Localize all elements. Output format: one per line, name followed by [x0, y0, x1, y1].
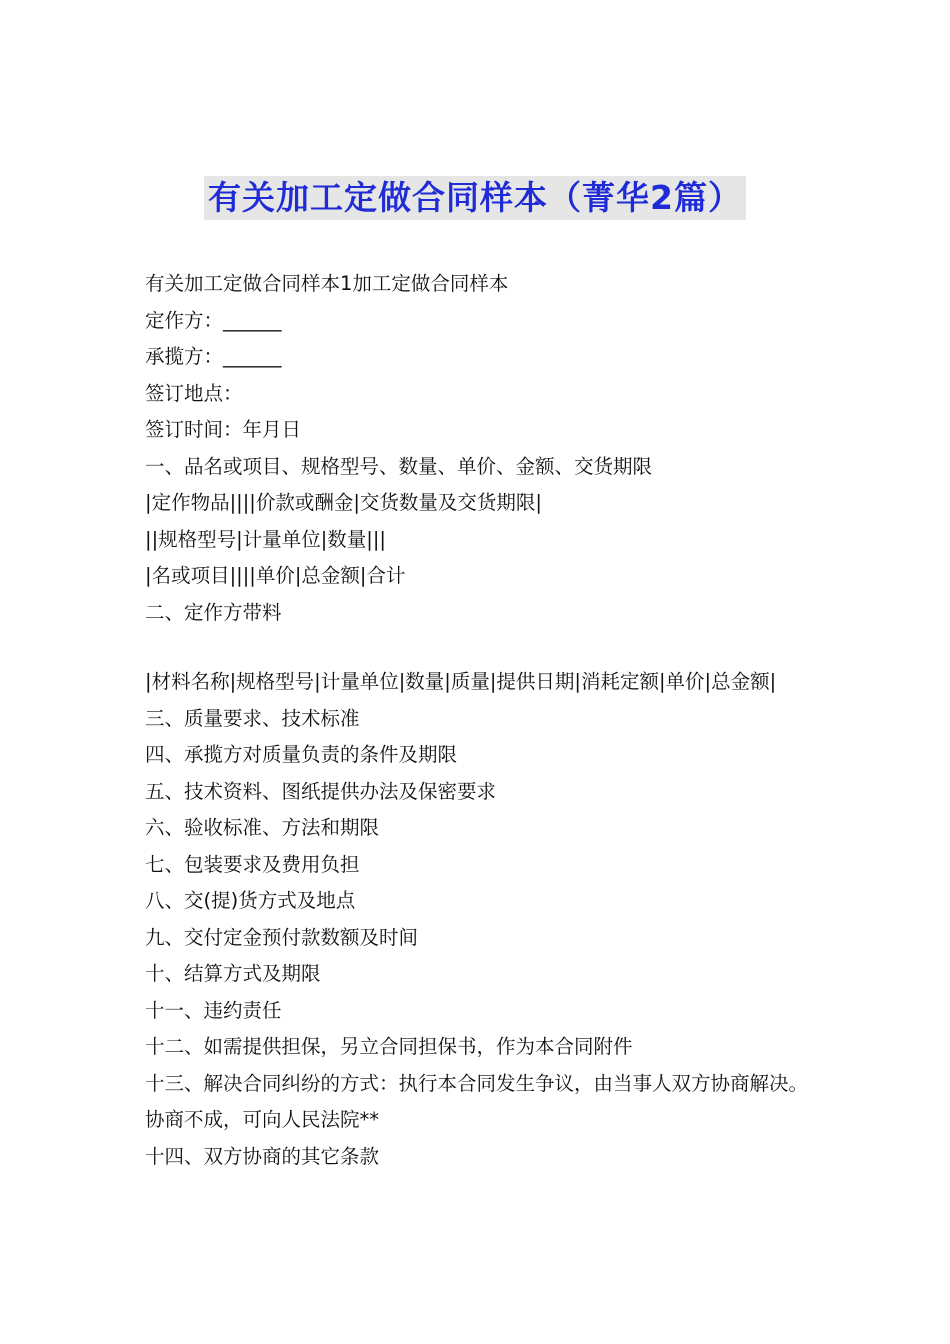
materials-table-row-text: |材料名称|规格型号|计量单位|数量|质量|提供日期|消耗定额|单价|总金额| — [145, 670, 777, 693]
paragraph-sign-place: 签订地点： — [145, 381, 243, 405]
section-14-heading: 十四、双方协商的其它条款 — [145, 1144, 380, 1168]
blank-line — [145, 631, 810, 664]
table-row-text: |名或项目||||单价|总金额|合计 — [145, 564, 406, 587]
title-container — [0, 176, 950, 220]
paragraph-party-b: 承揽方：______ — [145, 345, 282, 368]
section-11-heading: 十一、违约责任 — [145, 998, 282, 1022]
table-row-text: ||规格型号|计量单位|数量||| — [145, 527, 386, 551]
section-6-heading: 六、验收标准、方法和期限 — [145, 816, 380, 839]
table-row-text: |定作物品||||价款或酬金|交货数量及交货期限| — [145, 491, 542, 514]
section-7-heading: 七、包装要求及费用负担 — [145, 852, 360, 876]
section-5-heading: 五、技术资料、图纸提供办法及保密要求 — [145, 779, 497, 803]
paragraph-intro: 有关加工定做合同样本1加工定做合同样本 — [145, 272, 509, 295]
section-9-heading: 九、交付定金预付款数额及时间 — [145, 925, 419, 949]
document-body — [145, 266, 810, 1175]
section-8-heading: 八、交(提)货方式及地点 — [145, 889, 356, 912]
section-2-heading: 二、定作方带料 — [145, 600, 282, 624]
paragraph-party-a: 定作方：______ — [145, 308, 282, 332]
section-4-heading: 四、承揽方对质量负责的条件及期限 — [145, 743, 458, 766]
section-13-heading: 十三、解决合同纠纷的方式：执行本合同发生争议，由当事人双方协商解决。协商不成，可向人民法院** — [145, 1071, 809, 1131]
section-12-heading: 十二、如需提供担保，另立合同担保书，作为本合同附件 — [145, 1035, 633, 1058]
section-1-heading: 一、品名或项目、规格型号、数量、单价、金额、交货期限 — [145, 454, 653, 478]
document-title: 有关加工定做合同样本（菁华2篇） — [204, 176, 746, 220]
paragraph-sign-date: 签订时间：年月日 — [145, 418, 302, 441]
section-3-heading: 三、质量要求、技术标准 — [145, 706, 360, 730]
section-10-heading: 十、结算方式及期限 — [145, 962, 321, 985]
